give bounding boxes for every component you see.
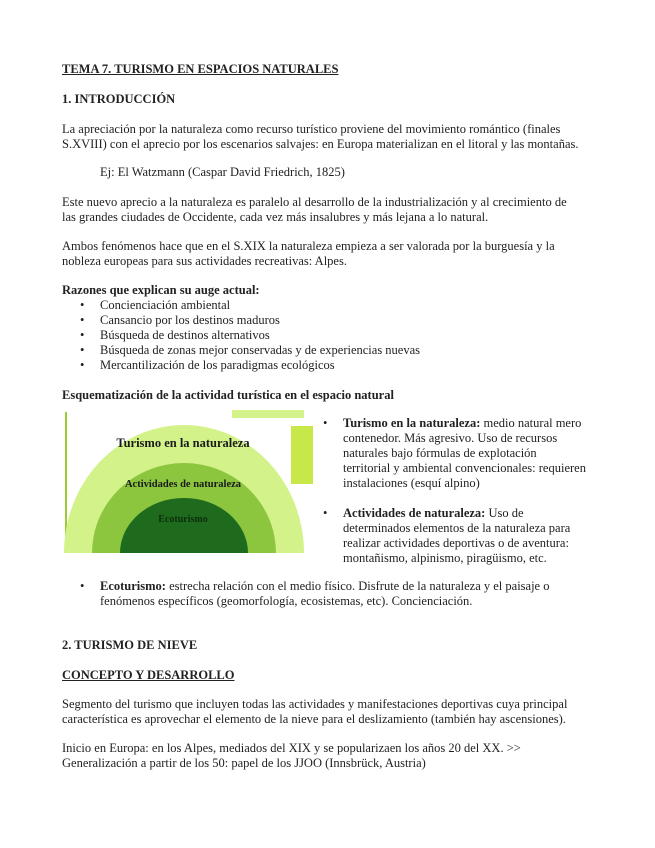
- definition-text: realizar actividades deportivas o de aventura:: [343, 536, 569, 550]
- paragraph-origin: [62, 122, 578, 152]
- definition-text: estrecha relación con el medio físico. Disfrute de la naturaleza y el paisaje o: [169, 579, 550, 593]
- paragraph-line: Ambos fenómenos hace que en el S.XIX la naturaleza empieza a ser valorada por la burguesía y la: [62, 239, 555, 253]
- section-heading-turismo-nieve: 2. TURISMO DE NIEVE: [62, 638, 198, 652]
- definition-text: montañismo, alpinismo, piragüismo, etc.: [343, 551, 547, 565]
- paragraph-snow-history: [62, 741, 521, 771]
- subheading-concepto: CONCEPTO Y DESARROLLO: [62, 668, 235, 682]
- section-heading-introduccion: 1. INTRODUCCIÓN: [62, 92, 176, 106]
- reasons-list: [62, 298, 582, 373]
- inner-ring-label: Ecoturismo: [158, 514, 208, 525]
- middle-ring-label: Actividades de naturaleza: [124, 479, 242, 490]
- paragraph-line: las grandes ciudades de Occidente, cada vez más insalubres y más lejana a lo natural.: [62, 210, 489, 224]
- definition-text: Uso de: [488, 506, 524, 520]
- definition-text: territorial y ambiental convencionales: requieren: [343, 461, 586, 475]
- side-definitions-list: [323, 416, 623, 574]
- list-item: • Concienciación ambiental: [62, 298, 582, 313]
- paragraph-line: Inicio en Europa: en los Alpes, mediados del XIX y se popularizaen los años 20 del XX. >>: [62, 741, 521, 755]
- definition-text: determinados elementos de la naturaleza para: [343, 521, 571, 535]
- list-item: • Mercantilización de los paradigmas ecológicos: [62, 358, 582, 373]
- concentric-diagram: [62, 410, 313, 553]
- definition-term: Ecoturismo:: [100, 579, 166, 593]
- ecoturismo-list: [80, 579, 620, 617]
- paragraph-line: Este nuevo aprecio a la naturaleza es paralelo al desarrollo de la industrialización y al crecimiento de: [62, 195, 567, 209]
- list-item: • Búsqueda de destinos alternativos: [62, 328, 582, 343]
- paragraph-industrialization: [62, 195, 567, 225]
- definition-text: fenómenos específicos (geomorfología, ecosistemas, etc). Concienciación.: [100, 594, 473, 608]
- list-item: [323, 416, 623, 491]
- paragraph-line: nobleza europeas para sus actividades recreativas: Alpes.: [62, 254, 347, 268]
- paragraph-line: característica es aprovechar el elemento de la nieve para el deslizamiento (también hay ascensiones).: [62, 712, 566, 726]
- paragraph-xix-century: [62, 239, 555, 269]
- list-item: • Búsqueda de zonas mejor conservadas y de experiencias nuevas: [62, 343, 582, 358]
- reasons-heading: Razones que explican su auge actual:: [62, 283, 260, 297]
- definition-text: naturales bajo fórmulas de explotación: [343, 446, 537, 460]
- definition-term: Actividades de naturaleza:: [343, 506, 486, 520]
- paragraph-line: S.XVIII) con el aprecio por los escenarios salvajes: en Europa materializan en el litoral y las montañas.: [62, 137, 579, 151]
- tourism-diagram: [62, 410, 313, 553]
- definition-text: instalaciones (esquí alpino): [343, 476, 480, 490]
- list-item: • Cansancio por los destinos maduros: [62, 313, 582, 328]
- scheme-heading: Esquematización de la actividad turística en el espacio natural: [62, 388, 394, 402]
- definition-text: contenedor. Más agresivo. Uso de recursos: [343, 431, 558, 445]
- outer-ring-label: Turismo en la naturaleza: [116, 436, 250, 450]
- paragraph-line: La apreciación por la naturaleza como recurso turístico proviene del movimiento romántico (finales: [62, 122, 561, 136]
- document-title: TEMA 7. TURISMO EN ESPACIOS NATURALES: [62, 62, 339, 76]
- definition-text: medio natural mero: [483, 416, 582, 430]
- paragraph-snow-definition: [62, 697, 567, 727]
- list-item: [80, 579, 620, 609]
- diagram-label-box: [232, 410, 304, 418]
- paragraph-line: Segmento del turismo que incluyen todas las actividades y manifestaciones deportivas cuya principal: [62, 697, 568, 711]
- definition-term: Turismo en la naturaleza:: [343, 416, 481, 430]
- diagram-side-box: [291, 426, 313, 484]
- example-line: Ej: El Watzmann (Caspar David Friedrich, 1825): [100, 165, 345, 179]
- list-item: [323, 506, 623, 566]
- paragraph-line: Generalización a partir de los 50: papel de los JJOO (Innsbrück, Austria): [62, 756, 426, 770]
